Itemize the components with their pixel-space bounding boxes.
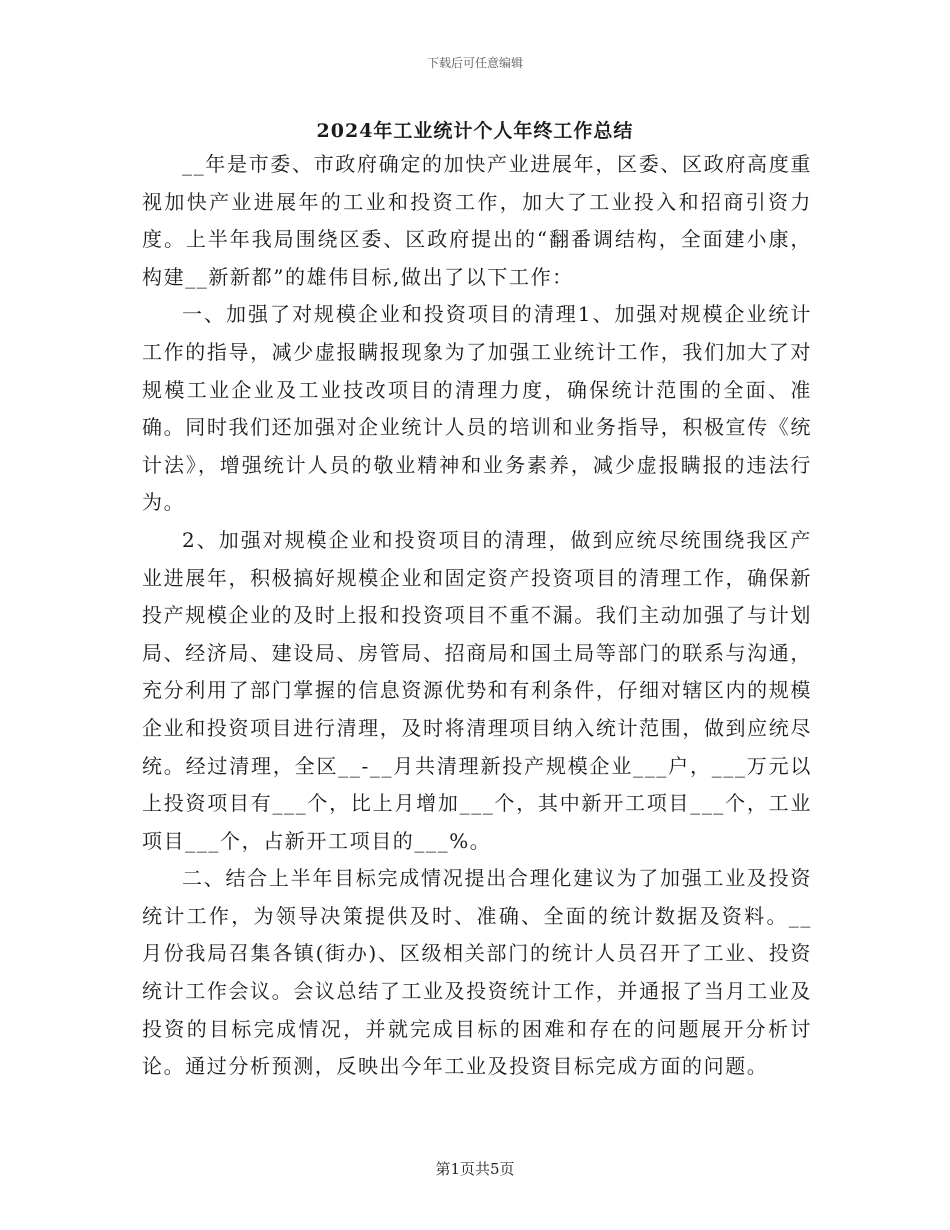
page-header-note: 下载后可任意编辑 xyxy=(426,56,523,70)
page-number-footer: 第1页共5页 xyxy=(435,1160,515,1178)
document-body xyxy=(142,146,812,1086)
paragraph-section-1: 一、加强了对规模企业和投资项目的清理1、加强对规模企业统计工作的指导，减少虚报瞒报现象为了加强工业统计工作，我们加大了对规模工业企业及工业技改项目的清理力度，确保统计范围的全面、准确。同时我们还加强对企业统计人员的培训和业务指导，积极宣传《统计法》，增强统计人员的敬业精神和业务素养，减少虚报瞒报的违法行为。 xyxy=(142,302,812,515)
paragraph-intro: __年是市委、市政府确定的加快产业进展年，区委、区政府高度重视加快产业进展年的工业和投资工作，加大了工业投入和招商引资力度。上半年我局围绕区委、区政府提出的“翻番调结构，全面建小康，构建__新新都”的雄伟目标,做出了以下工作： xyxy=(142,152,812,289)
paragraph-section-1-2: 2、加强对规模企业和投资项目的清理，做到应统尽统围绕我区产业进展年，积极搞好规模企业和固定资产投资项目的清理工作，确保新投产规模企业的及时上报和投资项目不重不漏。我们主动加强了与计划局、经济局、建设局、房管局、招商局和国土局等部门的联系与沟通，充分利用了部门掌握的信息资源优势和有利条件，仔细对辖区内的规模企业和投资项目进行清理，及时将清理项目纳入统计范围，做到应统尽统。经过清理，全区__-__月共清理新投产规模企业___户，___万元以上投资项目有___个，比上月增加___个，其中新开工项目___个，工业项目___个，占新开工项目的___%。 xyxy=(142,527,812,853)
paragraph-section-2: 二、结合上半年目标完成情况提出合理化建议为了加强工业及投资统计工作，为领导决策提供及时、准确、全面的统计数据及资料。__月份我局召集各镇(街办)、区级相关部门的统计人员召开了工业、投资统计工作会议。会议总结了工业及投资统计工作，并通报了当月工业及投资的目标完成情况，并就完成目标的困难和存在的问题展开分析讨论。通过分析预测，反映出今年工业及投资目标完成方面的问题。 xyxy=(142,866,812,1079)
document-title: 2024年工业统计个人年终工作总结 xyxy=(316,120,634,142)
